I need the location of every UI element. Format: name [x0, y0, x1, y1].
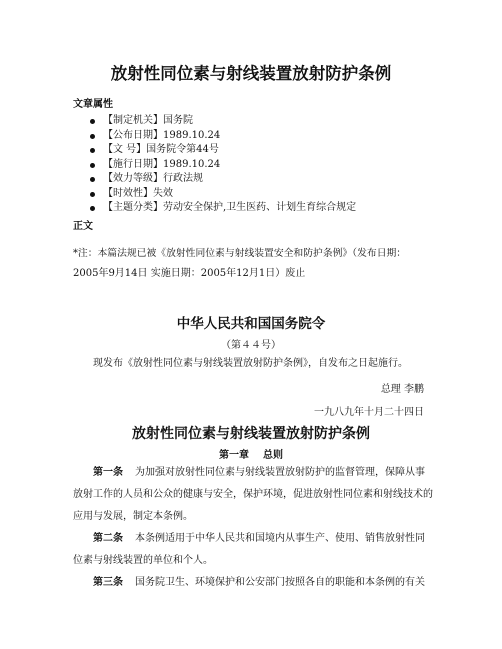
article-line: 放射工作的人员和公众的健康与安全，保护环境，促进放射性同位素和射线技术的 — [73, 489, 433, 500]
repeal-note-line: 2005年9月14日 实施日期：2005年12月1日）废止 — [73, 268, 306, 279]
attribute-item: 【时效性】失效 — [89, 187, 356, 202]
article-line — [93, 532, 425, 546]
chapter-name: 总则 — [263, 450, 283, 461]
article-line — [93, 576, 425, 590]
article-label: 第一条 — [93, 467, 123, 478]
article-text: 为加强对放射性同位素与射线装置放射防护的监督管理，保障从事 — [135, 467, 425, 478]
order-number: （第４４号） — [221, 340, 281, 351]
article-label: 第三条 — [93, 577, 123, 588]
attributes-list — [89, 114, 356, 216]
order-title: 中华人民共和国国务院令 — [176, 316, 326, 332]
attributes-heading: 文章属性 — [73, 99, 113, 110]
attribute-item: 【施行日期】1989.10.24 — [89, 158, 356, 173]
article-line — [93, 466, 425, 480]
order-text: 现发布《放射性同位素与射线装置放射防护条例》，自发布之日起施行。 — [93, 358, 408, 369]
article-line: 应用与发展，制定本条例。 — [73, 511, 193, 522]
attribute-item: 【制定机关】国务院 — [89, 114, 356, 129]
attribute-item: 【文 号】国务院令第44号 — [89, 143, 356, 158]
article-line: 位素与射线装置的单位和个人。 — [73, 555, 213, 566]
repeal-note-line: *注：本篇法规已被《放射性同位素与射线装置安全和防护条例》（发布日期： — [73, 248, 407, 259]
article-text: 本条例适用于中华人民共和国境内从事生产、使用、销售放射性同 — [135, 533, 425, 544]
body-heading: 正文 — [73, 221, 93, 232]
chapter-heading — [0, 446, 502, 461]
attribute-item: 【效力等级】行政法规 — [89, 172, 356, 187]
document-title: 放射性同位素与射线装置放射防护条例 — [110, 64, 392, 83]
regulation-title: 放射性同位素与射线装置放射防护条例 — [132, 426, 370, 442]
chapter-number: 第一章 — [219, 450, 249, 461]
article-text: 国务院卫生、环境保护和公安部门按照各自的职能和本条例的有关 — [135, 577, 425, 588]
order-date: 一九八九年十月二十四日 — [314, 407, 424, 418]
order-signer: 总理 李鹏 — [380, 384, 424, 395]
attribute-item: 【公布日期】1989.10.24 — [89, 129, 356, 144]
attribute-item: 【主题分类】劳动安全保护,卫生医药、计划生育综合规定 — [89, 201, 356, 216]
article-label: 第二条 — [93, 533, 123, 544]
